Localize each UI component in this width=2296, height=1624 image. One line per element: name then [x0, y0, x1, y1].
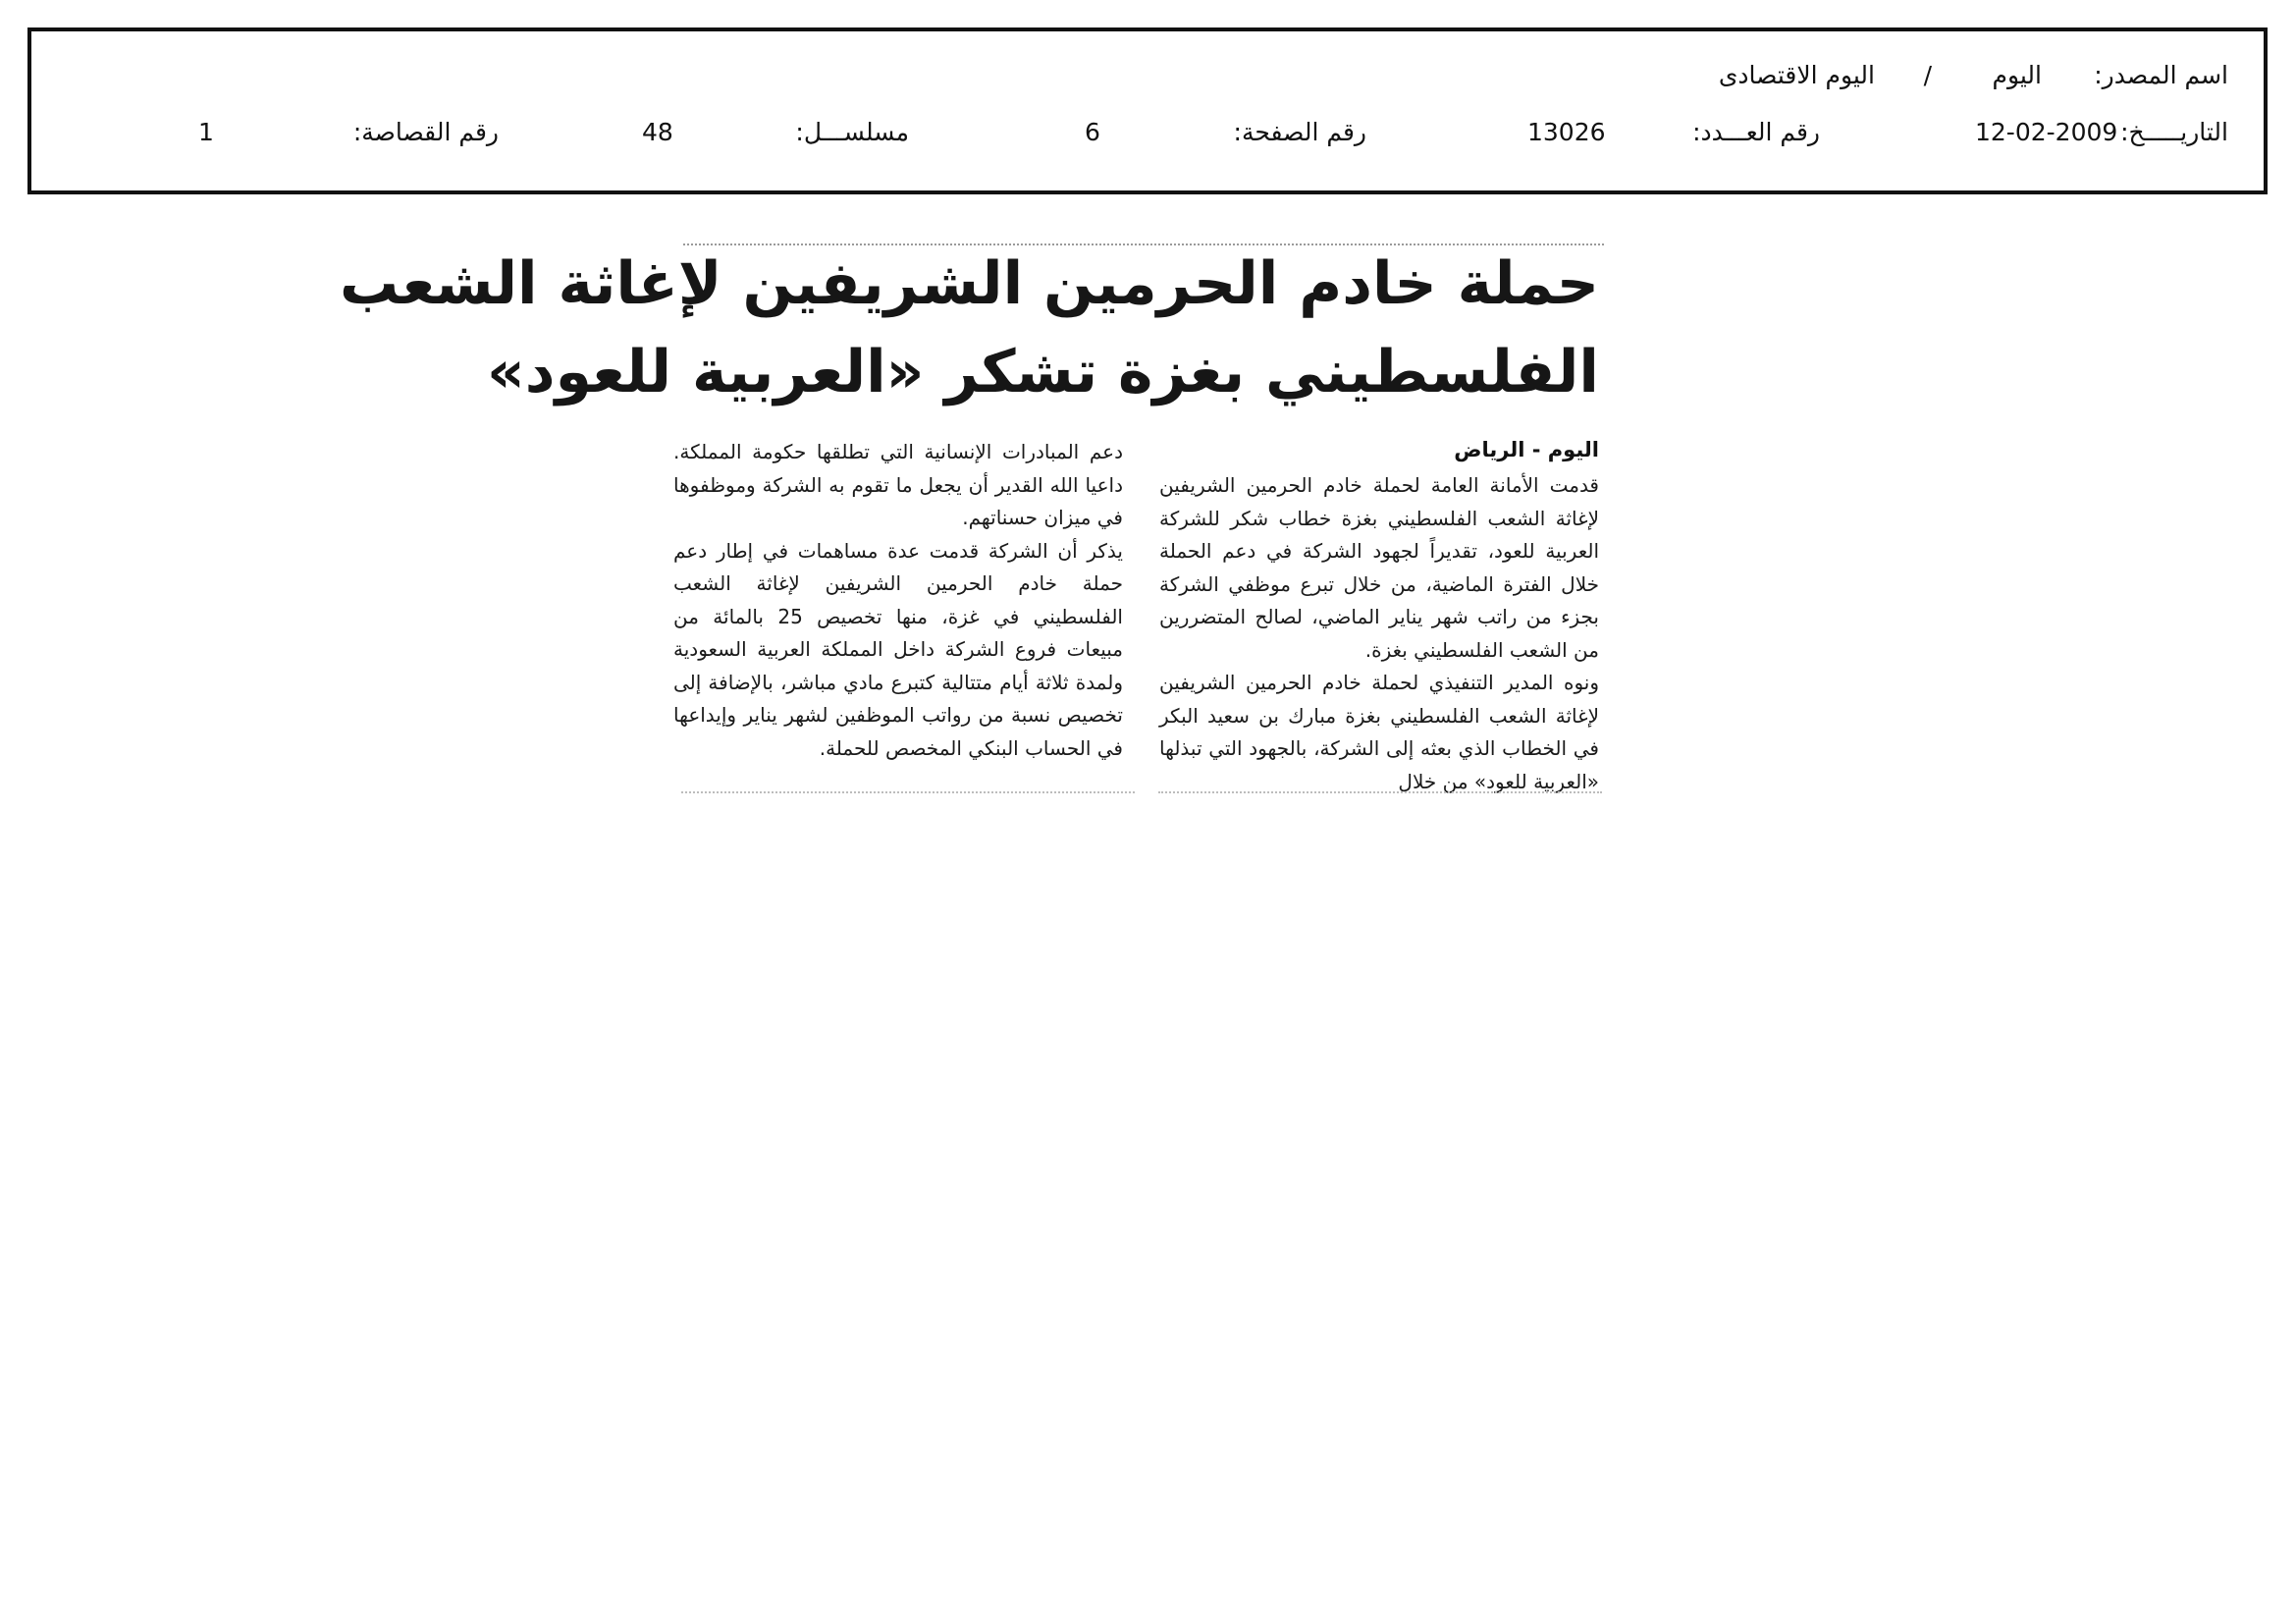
source-label: اسم المصدر: — [2094, 61, 2228, 89]
date-label: التاريـــــخ: — [2120, 118, 2228, 146]
clipping-metadata-box — [27, 27, 2268, 194]
article-column-left — [673, 436, 1123, 765]
article-paragraph: قدمت الأمانة العامة لحملة خادم الحرمين الشريفين لإغاثة الشعب الفلسطيني بغزة خطاب شكر للشركة العربية للعود، تقديراً لجهود الشركة في دعم الحملة خلال الفترة الماضية، من خلال تبرع موظفي الشركة بجزء من راتب شهر يناير الماضي، لصالح المتضررين من الشعب الفلسطيني بغزة. — [1159, 473, 1599, 662]
clipping-top-rule — [683, 244, 1604, 245]
issue-label: رقم العـــدد: — [1692, 118, 1820, 146]
article-paragraph: ونوه المدير التنفيذي لحملة خادم الحرمين الشريفين لإغاثة الشعب الفلسطيني بغزة مبارك بن سعيد البكر في الخطاب الذي بعثه إلى الشركة، بالجهود التي تبذلها «العربية للعود» من خلال — [1159, 671, 1599, 793]
source-separator: / — [1923, 61, 1932, 89]
page-label: رقم الصفحة: — [1233, 118, 1366, 146]
article-paragraph: دعم المبادرات الإنسانية التي تطلقها حكومة المملكة. داعيا الله القدير أن يجعل ما تقوم به الشركة وموظفوها في ميزان حسناتهم. — [673, 440, 1123, 529]
clipping-label: رقم القصاصة: — [352, 118, 499, 146]
date-value: 12-02-2009 — [1975, 118, 2118, 146]
clipping-value: 1 — [198, 118, 214, 146]
serial-value: 48 — [642, 118, 673, 146]
byline: اليوم - الرياض — [1454, 438, 1599, 461]
column-bottom-rule-right — [1158, 791, 1602, 793]
issue-value: 13026 — [1527, 118, 1606, 146]
headline-line-2: الفلسطيني بغزة تشكر «العربية للعود» — [487, 338, 1599, 406]
headline-line-1: حملة خادم الحرمين الشريفين لإغاثة الشعب — [340, 249, 1599, 318]
source-section: اليوم الاقتصادى — [1718, 61, 1875, 89]
column-bottom-rule-left — [681, 791, 1135, 793]
serial-label: مسلســـل: — [795, 118, 909, 146]
page-value: 6 — [1085, 118, 1100, 146]
source-name: اليوم — [1992, 61, 2042, 89]
article-paragraph: يذكر أن الشركة قدمت عدة مساهمات في إطار دعم حملة خادم الحرمين الشريفين لإغاثة الشعب الفلسطيني في غزة، منها تخصيص 25 بالمائة من مبيعات فروع الشركة داخل المملكة العربية السعودية ولمدة ثلاثة أيام متتالية كتبرع مادي مباشر، بالإضافة إلى تخصيص نسبة من رواتب الموظفين لشهر يناير وإيداعها في الحساب البنكي المخصص للحملة. — [673, 538, 1123, 760]
article-column-right — [1159, 469, 1599, 798]
